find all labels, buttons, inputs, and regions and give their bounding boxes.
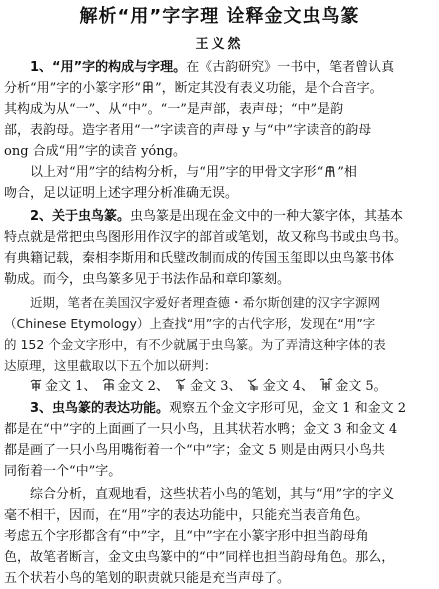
bird-script-glyph-2	[101, 378, 117, 392]
p1-line-7: 吻合，足以证明上述字理分析准确无误。	[4, 186, 239, 201]
bird-script-glyph-4	[246, 378, 262, 392]
p2-line-2: 特点就是常把虫鸟图形用作汉字的部首或笔划，故又称鸟书或虫鸟书。	[4, 230, 408, 245]
p5-line-5: 五个状若小鸟的笔划的职责就只能是充当声母了。	[4, 571, 291, 586]
p1-line-2: 分析“用”字的小篆字形“ ”，断定其没有表义功能，是个合音字。	[4, 81, 383, 96]
p1-line-6: 以上对“用”字的结构分析，与“用”字的甲骨文字形“ ”相	[30, 165, 357, 180]
p1-line-3: 其构成为从“一”、从“中”。“一”是声部，表声母；“中”是韵	[4, 102, 344, 117]
seal-script-yong-glyph	[142, 81, 154, 94]
p5-line-2: 毫不相干，因而，在“用”字的表达功能中，只能充当表音角色。	[4, 508, 369, 523]
author-name: 王义然	[195, 37, 244, 52]
p3-line-1: 近期，笔者在美国汉字爱好者理查德・希尔斯创建的汉字字源网	[30, 295, 381, 310]
p4-line-2: 都是在“中”字的上面画了一只小鸟，且其状若水鸭；金文 3 和金文 4	[4, 422, 398, 437]
p5-line-4: 色，故笔者断言，金文虫鸟篆中的“中”同样也担当韵母角色。那么，	[4, 550, 395, 565]
p4-line-4: 同衔着一个“中”字。	[4, 464, 122, 479]
article-title: 解析“用”字字理 诠释金文虫鸟篆	[79, 6, 360, 27]
p5-line-1: 综合分析，直观地看，这些状若小鸟的笔划，其与“用”字的字义	[30, 487, 395, 502]
bird-script-glyph-3	[173, 378, 189, 392]
p2-line-3: 有典籍记载，秦相李斯用和氏璧改制而成的传国玉玺即以虫鸟篆书体	[4, 251, 395, 266]
bird-script-glyph-5	[318, 378, 334, 392]
bronze-specimens-row: 金文 1、 金文 2、 金文 3、 金文 4、 金文 5。	[28, 376, 435, 397]
p1-line-5: ong 合成“用”字的读音 yóng。	[4, 144, 186, 159]
bird-script-glyph-1	[28, 378, 44, 392]
oracle-bone-yong-glyph	[324, 165, 336, 178]
p2-line-1: 2、关于虫鸟篆。虫鸟篆是出现在金文中的一种大篆字体，其基本	[30, 209, 404, 224]
p2-line-4: 勒成。而今，虫鸟篆多见于书法作品和章印篆刻。	[4, 272, 291, 287]
section-heading-2: 2、关于虫鸟篆。	[30, 209, 131, 224]
p3-line-3: 的 152 个金文字形中，有不少就属于虫鸟篆。为了弄清这种字体的表	[4, 337, 386, 352]
p1-line-1: 1、“用”字的构成与字理。在《古韵研究》一书中，笔者曾认真	[30, 60, 395, 75]
p1-line-4: 部，表韵母。造字者用“一”字读音的声母 y 与“中”字读音的韵母	[4, 123, 372, 138]
p4-line-3: 都是画了一只小鸟用嘴衔着一个“中”字；金文 5 则是由两只小鸟共	[4, 443, 385, 458]
section-heading-1: 1、“用”字的构成与字理。	[30, 60, 187, 75]
p5-line-3: 考虑五个字形都含有“中”字，且“中”字在小篆字形中担当韵母角	[4, 529, 369, 544]
p4-line-1: 3、虫鸟篆的表达功能。观察五个金文字形可见，金文 1 和金文 2	[30, 401, 406, 416]
section-heading-3: 3、虫鸟篆的表达功能。	[30, 401, 170, 416]
p3-line-4: 达原理，这里截取以下五个加以研判：	[4, 358, 217, 373]
p3-line-2: （Chinese Etymology）上查找“用”字的古代字形，发现在“用”字	[4, 316, 376, 331]
